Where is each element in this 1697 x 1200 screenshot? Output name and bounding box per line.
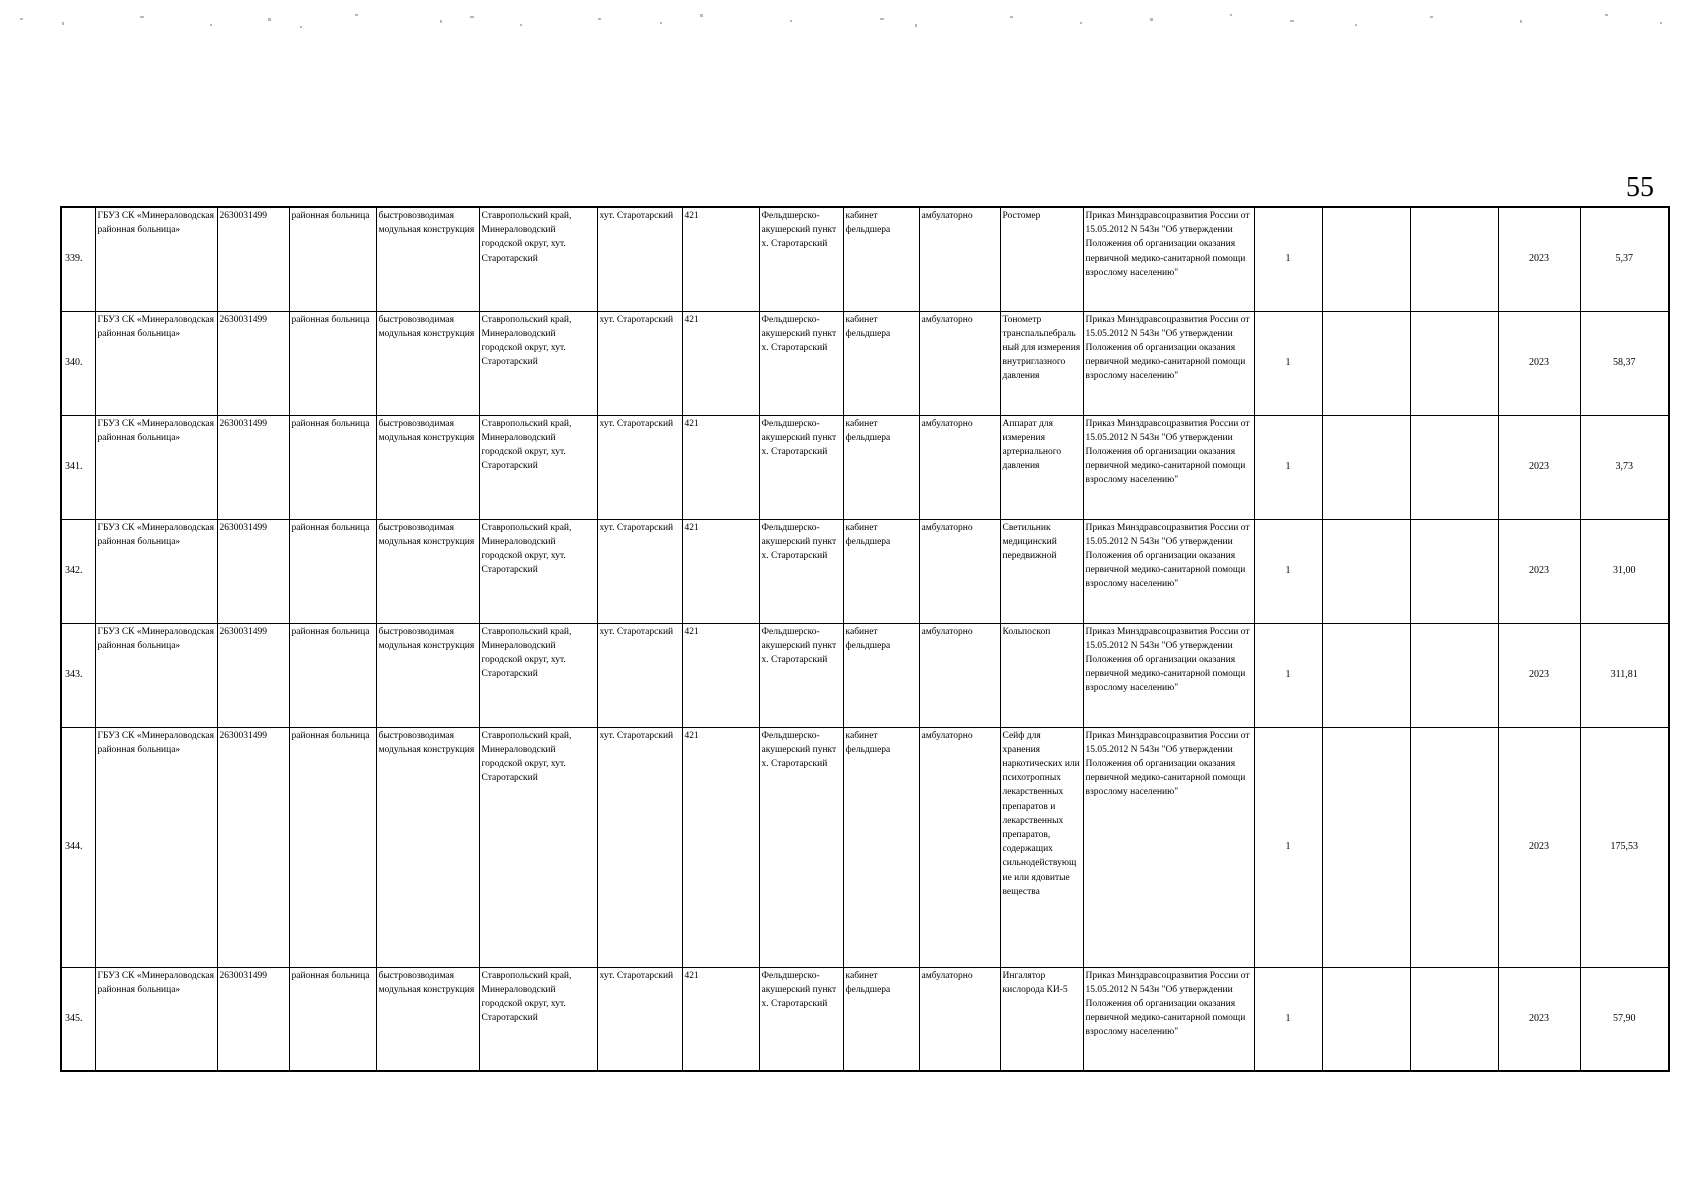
empty-cell-15 [1322,415,1410,519]
empty-cell-16 [1410,415,1498,519]
table-row [61,415,1669,519]
unit-name-cell: Фельдшерско-акушерский пункт х. Старотарский [759,207,843,311]
organization-cell: ГБУЗ СК «Минераловодская районная больница» [95,727,217,967]
table-row [61,727,1669,967]
cost-cell: 311,81 [1580,623,1669,727]
locality-cell: хут. Старотарский [597,519,682,623]
equipment-name-cell: Кольпоскоп [1000,623,1083,727]
cost-cell: 175,53 [1580,727,1669,967]
year-cell: 2023 [1498,967,1580,1071]
inn-cell: 2630031499 [217,623,289,727]
regulation-cell: Приказ Минздравсоцразвития России от 15.05.2012 N 543н "Об утверждении Положения об организации оказания первичной медико-санитарной помощи взрослому населению" [1083,207,1254,311]
regulation-cell: Приказ Минздравсоцразвития России от 15.05.2012 N 543н "Об утверждении Положения об организации оказания первичной медико-санитарной помощи взрослому населению" [1083,415,1254,519]
row-number-cell: 344. [61,727,95,967]
address-cell: Ставропольский край, Минераловодский городской округ, хут. Старотарский [479,207,597,311]
cost-cell: 58,37 [1580,311,1669,415]
inn-cell: 2630031499 [217,311,289,415]
address-cell: Ставропольский край, Минераловодский городской округ, хут. Старотарский [479,415,597,519]
scan-noise [0,0,1697,60]
quantity-cell: 1 [1254,311,1322,415]
facility-type-cell: районная больница [289,967,376,1071]
quantity-cell: 1 [1254,519,1322,623]
room-cell: кабинет фельдшера [843,311,919,415]
empty-cell-16 [1410,967,1498,1071]
equipment-name-cell: Тонометр транспальпебральный для измерения внутриглазного давления [1000,311,1083,415]
facility-type-cell: районная больница [289,519,376,623]
empty-cell-15 [1322,311,1410,415]
year-cell: 2023 [1498,623,1580,727]
year-cell: 2023 [1498,207,1580,311]
unit-name-cell: Фельдшерско-акушерский пункт х. Старотарский [759,727,843,967]
population-cell: 421 [682,207,759,311]
regulation-cell: Приказ Минздравсоцразвития России от 15.05.2012 N 543н "Об утверждении Положения об организации оказания первичной медико-санитарной помощи взрослому населению" [1083,727,1254,967]
building-type-cell: быстровозводимая модульная конструкция [376,207,479,311]
empty-cell-15 [1322,727,1410,967]
population-cell: 421 [682,519,759,623]
address-cell: Ставропольский край, Минераловодский городской округ, хут. Старотарский [479,727,597,967]
care-mode-cell: амбулаторно [919,623,1000,727]
empty-cell-15 [1322,623,1410,727]
regulation-cell: Приказ Минздравсоцразвития России от 15.05.2012 N 543н "Об утверждении Положения об организации оказания первичной медико-санитарной помощи взрослому населению" [1083,623,1254,727]
building-type-cell: быстровозводимая модульная конструкция [376,727,479,967]
locality-cell: хут. Старотарский [597,967,682,1071]
address-cell: Ставропольский край, Минераловодский городской округ, хут. Старотарский [479,967,597,1071]
year-cell: 2023 [1498,519,1580,623]
building-type-cell: быстровозводимая модульная конструкция [376,519,479,623]
room-cell: кабинет фельдшера [843,207,919,311]
page-number: 55 [1626,172,1654,203]
regulation-cell: Приказ Минздравсоцразвития России от 15.05.2012 N 543н "Об утверждении Положения об организации оказания первичной медико-санитарной помощи взрослому населению" [1083,311,1254,415]
room-cell: кабинет фельдшера [843,519,919,623]
unit-name-cell: Фельдшерско-акушерский пункт х. Старотарский [759,967,843,1071]
empty-cell-15 [1322,207,1410,311]
empty-cell-15 [1322,967,1410,1071]
building-type-cell: быстровозводимая модульная конструкция [376,623,479,727]
unit-name-cell: Фельдшерско-акушерский пункт х. Старотарский [759,311,843,415]
equipment-name-cell: Сейф для хранения наркотических или психотропных лекарственных препаратов и лекарственных препаратов, содержащих сильнодействующие или ядовитые вещества [1000,727,1083,967]
care-mode-cell: амбулаторно [919,519,1000,623]
care-mode-cell: амбулаторно [919,415,1000,519]
population-cell: 421 [682,727,759,967]
care-mode-cell: амбулаторно [919,727,1000,967]
inn-cell: 2630031499 [217,727,289,967]
table-row [61,207,1669,311]
equipment-name-cell: Светильник медицинский передвижной [1000,519,1083,623]
empty-cell-16 [1410,623,1498,727]
empty-cell-15 [1322,519,1410,623]
row-number-cell: 340. [61,311,95,415]
organization-cell: ГБУЗ СК «Минераловодская районная больница» [95,415,217,519]
regulation-cell: Приказ Минздравсоцразвития России от 15.05.2012 N 543н "Об утверждении Положения об организации оказания первичной медико-санитарной помощи взрослому населению" [1083,967,1254,1071]
table-row [61,519,1669,623]
address-cell: Ставропольский край, Минераловодский городской округ, хут. Старотарский [479,311,597,415]
row-number-cell: 343. [61,623,95,727]
facility-type-cell: районная больница [289,207,376,311]
row-number-cell: 345. [61,967,95,1071]
address-cell: Ставропольский край, Минераловодский городской округ, хут. Старотарский [479,519,597,623]
year-cell: 2023 [1498,311,1580,415]
equipment-name-cell: Ростомер [1000,207,1083,311]
regulation-cell: Приказ Минздравсоцразвития России от 15.05.2012 N 543н "Об утверждении Положения об организации оказания первичной медико-санитарной помощи взрослому населению" [1083,519,1254,623]
locality-cell: хут. Старотарский [597,415,682,519]
cost-cell: 31,00 [1580,519,1669,623]
equipment-name-cell: Ингалятор кислорода КИ-5 [1000,967,1083,1071]
year-cell: 2023 [1498,727,1580,967]
table-row [61,623,1669,727]
facility-type-cell: районная больница [289,623,376,727]
cost-cell: 57,90 [1580,967,1669,1071]
room-cell: кабинет фельдшера [843,415,919,519]
quantity-cell: 1 [1254,207,1322,311]
room-cell: кабинет фельдшера [843,967,919,1071]
locality-cell: хут. Старотарский [597,727,682,967]
empty-cell-16 [1410,207,1498,311]
locality-cell: хут. Старотарский [597,623,682,727]
table-row [61,967,1669,1071]
care-mode-cell: амбулаторно [919,311,1000,415]
organization-cell: ГБУЗ СК «Минераловодская районная больница» [95,623,217,727]
equipment-name-cell: Аппарат для измерения артериального давления [1000,415,1083,519]
organization-cell: ГБУЗ СК «Минераловодская районная больница» [95,207,217,311]
facility-type-cell: районная больница [289,727,376,967]
row-number-cell: 341. [61,415,95,519]
population-cell: 421 [682,967,759,1071]
quantity-cell: 1 [1254,727,1322,967]
organization-cell: ГБУЗ СК «Минераловодская районная больница» [95,519,217,623]
population-cell: 421 [682,415,759,519]
row-number-cell: 339. [61,207,95,311]
unit-name-cell: Фельдшерско-акушерский пункт х. Старотарский [759,519,843,623]
room-cell: кабинет фельдшера [843,727,919,967]
unit-name-cell: Фельдшерско-акушерский пункт х. Старотарский [759,415,843,519]
inn-cell: 2630031499 [217,967,289,1071]
address-cell: Ставропольский край, Минераловодский городской округ, хут. Старотарский [479,623,597,727]
quantity-cell: 1 [1254,623,1322,727]
empty-cell-16 [1410,727,1498,967]
table-body [61,207,1669,1071]
row-number-cell: 342. [61,519,95,623]
empty-cell-16 [1410,311,1498,415]
equipment-table [60,206,1670,1072]
quantity-cell: 1 [1254,967,1322,1071]
empty-cell-16 [1410,519,1498,623]
care-mode-cell: амбулаторно [919,967,1000,1071]
population-cell: 421 [682,311,759,415]
inn-cell: 2630031499 [217,207,289,311]
unit-name-cell: Фельдшерско-акушерский пункт х. Старотарский [759,623,843,727]
year-cell: 2023 [1498,415,1580,519]
quantity-cell: 1 [1254,415,1322,519]
facility-type-cell: районная больница [289,415,376,519]
care-mode-cell: амбулаторно [919,207,1000,311]
facility-type-cell: районная больница [289,311,376,415]
locality-cell: хут. Старотарский [597,207,682,311]
building-type-cell: быстровозводимая модульная конструкция [376,311,479,415]
building-type-cell: быстровозводимая модульная конструкция [376,415,479,519]
inn-cell: 2630031499 [217,519,289,623]
locality-cell: хут. Старотарский [597,311,682,415]
cost-cell: 5,37 [1580,207,1669,311]
population-cell: 421 [682,623,759,727]
table-row [61,311,1669,415]
cost-cell: 3,73 [1580,415,1669,519]
organization-cell: ГБУЗ СК «Минераловодская районная больница» [95,967,217,1071]
building-type-cell: быстровозводимая модульная конструкция [376,967,479,1071]
inn-cell: 2630031499 [217,415,289,519]
room-cell: кабинет фельдшера [843,623,919,727]
organization-cell: ГБУЗ СК «Минераловодская районная больница» [95,311,217,415]
